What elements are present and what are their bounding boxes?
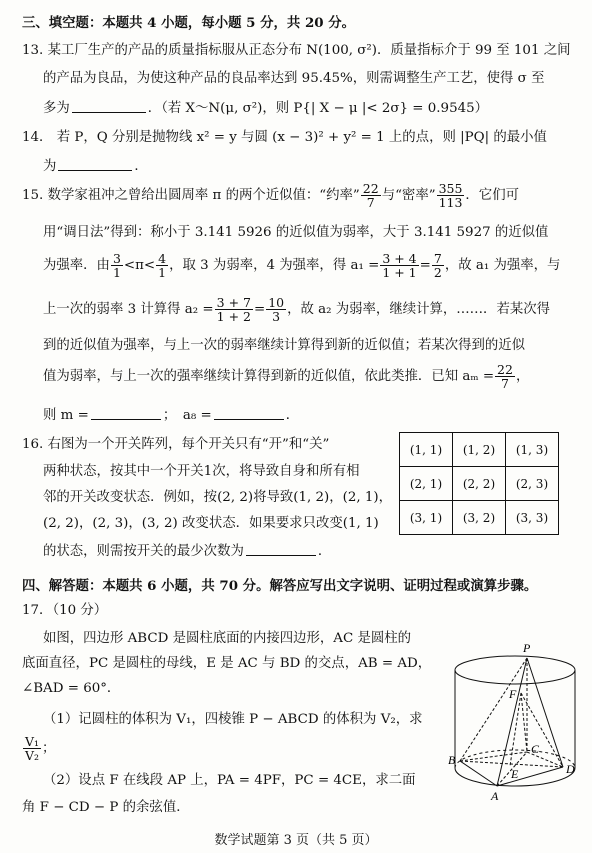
switch-cell: (3, 2)	[453, 501, 506, 535]
q17-line7: 角 F − CD − P 的余弦值．	[22, 800, 190, 815]
q15-text6b: ，	[515, 369, 530, 385]
frac-den: 7	[366, 195, 375, 211]
fraction-yuelv	[361, 182, 381, 209]
q16-line2: 两种状态，按其中一个开关1次，将导致自身和所有相	[43, 464, 360, 479]
q13-number: 13.	[22, 43, 44, 58]
q14-answer-blank[interactable]	[58, 157, 132, 171]
q15-line1	[22, 182, 519, 209]
frac-num: 355	[438, 181, 463, 196]
fraction	[156, 252, 168, 279]
frac-num: 7	[433, 251, 442, 266]
switch-cell: (2, 2)	[453, 467, 506, 501]
q17-line3: ∠BAD = 60°．	[22, 681, 121, 696]
q15-text7a: 则 m =	[43, 408, 89, 423]
q15-text3d: =	[419, 258, 431, 274]
fraction	[380, 252, 418, 279]
fraction	[432, 252, 444, 279]
fraction	[266, 296, 286, 323]
frac-den: 7	[501, 376, 509, 392]
q14-line2	[43, 157, 148, 175]
table-row	[400, 467, 559, 501]
frac-den: 1 + 1	[382, 265, 417, 281]
frac-den: 1 + 2	[216, 309, 251, 325]
switch-array-table	[399, 432, 559, 535]
q13-text3b: ．（若 X～N(μ, σ²)，则 P{| X − μ |< 2σ} = 0.9545）	[147, 101, 489, 116]
table-row	[400, 501, 559, 535]
q15-number: 15.	[22, 188, 44, 204]
q16-text5a: 的状态，则需按开关的最少次数为	[43, 544, 244, 559]
q15-text3b: <π<	[123, 258, 156, 274]
q13-line1	[22, 43, 571, 59]
label-A: A	[491, 789, 499, 803]
q15-line5: 到的近似值为强率，与上一次的弱率继续计算得到新的近似值；若某次得到的近似	[43, 338, 526, 353]
label-D: D	[566, 762, 575, 776]
frac-num: V₁	[25, 734, 40, 749]
section3-heading: 三、填空题：本题共 4 小题，每小题 5 分，共 20 分。	[22, 15, 356, 31]
q15-text3a: 为强率．由	[43, 258, 110, 274]
q13-text1: 某工厂生产的产品的质量指标服从正态分布 N(100, σ²)．质量指标介于 99 至 101 之间	[47, 43, 571, 58]
frac-num: 10	[268, 295, 285, 310]
q16-line1	[22, 437, 329, 453]
frac-num: 22	[362, 181, 379, 196]
frac-num: 3 + 7	[216, 295, 251, 310]
fraction	[215, 296, 253, 323]
frac-num: 3 + 4	[382, 251, 417, 266]
label-B: B	[448, 753, 456, 767]
q16-number: 16.	[22, 437, 44, 452]
q17-header: 17．（10 分）	[22, 603, 108, 618]
frac-den: 2	[433, 265, 442, 281]
q13-line2: 的产品为良品，为使这种产品的良品率达到 95.45%，则需调整生产工艺，使得 σ 至	[43, 71, 545, 86]
q14-text2b: ．	[134, 159, 148, 174]
q16-line3: 邻的开关改变状态．例如，按(2, 2)将导致(1, 2)，(2, 1)，	[43, 490, 393, 505]
fraction-milv	[437, 182, 465, 209]
label-C: C	[531, 742, 540, 756]
q17-line6: （2）设点 F 在线段 AP 上，PA = 4PF，PC = 4CE，求二面	[43, 773, 416, 788]
edge-PB	[460, 658, 527, 761]
q15-text1c: ．它们可	[465, 188, 519, 204]
q16-line5	[43, 542, 331, 560]
page-footer: 数学试题第 3 页（共 5 页）	[214, 833, 378, 848]
frac-den: 3	[272, 309, 281, 325]
q14-text1: 若 P，Q 分别是抛物线 x² = y 与圆 (x − 3)² + y² = 1 上的点，则 |PQ| 的最小值	[56, 130, 547, 145]
cylinder-pyramid-figure	[445, 640, 585, 815]
switch-cell: (1, 1)	[400, 433, 453, 467]
q15-text6a: 值为弱率，与上一次的强率继续计算得到新的近似值，依此类推．已知 aₘ =	[43, 369, 495, 385]
switch-cell: (2, 1)	[400, 467, 453, 501]
frac-den: 1	[158, 265, 167, 281]
q13-text3a: 多为	[43, 101, 70, 116]
label-P: P	[523, 641, 531, 655]
q17-line5	[22, 735, 55, 762]
q16-line4: (2, 2)，(2, 3)，(3, 2) 改变状态．如果要求只改变(1, 1)	[43, 516, 379, 531]
q14-number: 14．	[22, 130, 53, 145]
frac-num: 22	[497, 362, 513, 377]
q14-line1	[22, 130, 547, 146]
q15-text4c: ，故 a₂ 为弱率，继续计算，……．若某次得	[287, 302, 551, 318]
label-E: E	[511, 767, 519, 781]
q16-text5b: ．	[317, 544, 332, 559]
q17-text5b: ；	[42, 741, 56, 757]
frac-num: 4	[158, 251, 167, 266]
cylinder-top-ellipse	[455, 656, 575, 684]
fraction	[111, 252, 123, 279]
label-F: F	[509, 687, 517, 701]
q15-text3e: ，故 a₁ 为强率，与	[444, 258, 561, 274]
q15-text4b: =	[253, 302, 266, 318]
switch-cell: (1, 3)	[506, 433, 559, 467]
frac-den: 1	[112, 265, 121, 281]
q15-answer-blank-a8[interactable]	[214, 406, 284, 420]
q17-line4: （1）记圆柱的体积为 V₁，四棱锥 P − ABCD 的体积为 V₂，求	[43, 712, 423, 727]
switch-cell: (1, 2)	[453, 433, 506, 467]
fraction-v1-v2	[23, 735, 41, 762]
q17-line1: 如图，四边形 ABCD 是圆柱底面的内接四边形，AC 是圆柱的	[43, 631, 412, 646]
q17-line2: 底面直径，PC 是圆柱的母线，E 是 AC 与 BD 的交点，AB = AD，	[22, 656, 432, 671]
q15-text4a: 上一次的弱率 3 计算得 a₂ =	[43, 302, 214, 318]
fraction	[495, 363, 515, 390]
section4-heading: 四、解答题：本题共 6 小题，共 70 分。解答应写出文字说明、证明过程或演算步骤。	[22, 578, 538, 594]
switch-cell: (3, 3)	[506, 501, 559, 535]
frac-den: 113	[438, 195, 463, 211]
q15-answer-blank-m[interactable]	[91, 406, 161, 420]
segment-FE	[510, 693, 521, 766]
edge-AD	[497, 767, 563, 786]
frac-num: 3	[112, 251, 121, 266]
q15-line2: 用“调日法”得到：称小于 3.141 5926 的近似值为弱率，大于 3.141 5927 的近似值	[43, 225, 549, 240]
q14-text2a: 为	[43, 159, 57, 174]
q13-line3	[43, 99, 488, 117]
table-row	[400, 433, 559, 467]
q15-text7c: ．	[285, 408, 300, 423]
switch-cell: (3, 1)	[400, 501, 453, 535]
q15-line6	[43, 363, 529, 390]
q15-text1b: 与“密率”	[381, 188, 436, 204]
frac-den: V₂	[25, 748, 40, 764]
q16-answer-blank[interactable]	[246, 542, 316, 556]
q15-text1a: 数学家祖冲之曾给出圆周率 π 的两个近似值：“约率”	[47, 188, 360, 204]
q16-text1: 右图为一个开关阵列，每个开关只有“开”和“关”	[47, 437, 330, 452]
switch-cell: (2, 3)	[506, 467, 559, 501]
q15-text3c: ，取 3 为弱率，4 为强率，得 a₁ =	[169, 258, 380, 274]
q15-line4	[43, 296, 550, 323]
q15-text7b: ； a₈ =	[162, 408, 212, 423]
q15-line7	[43, 406, 299, 424]
q13-answer-blank[interactable]	[72, 99, 146, 113]
q15-line3	[43, 252, 560, 279]
